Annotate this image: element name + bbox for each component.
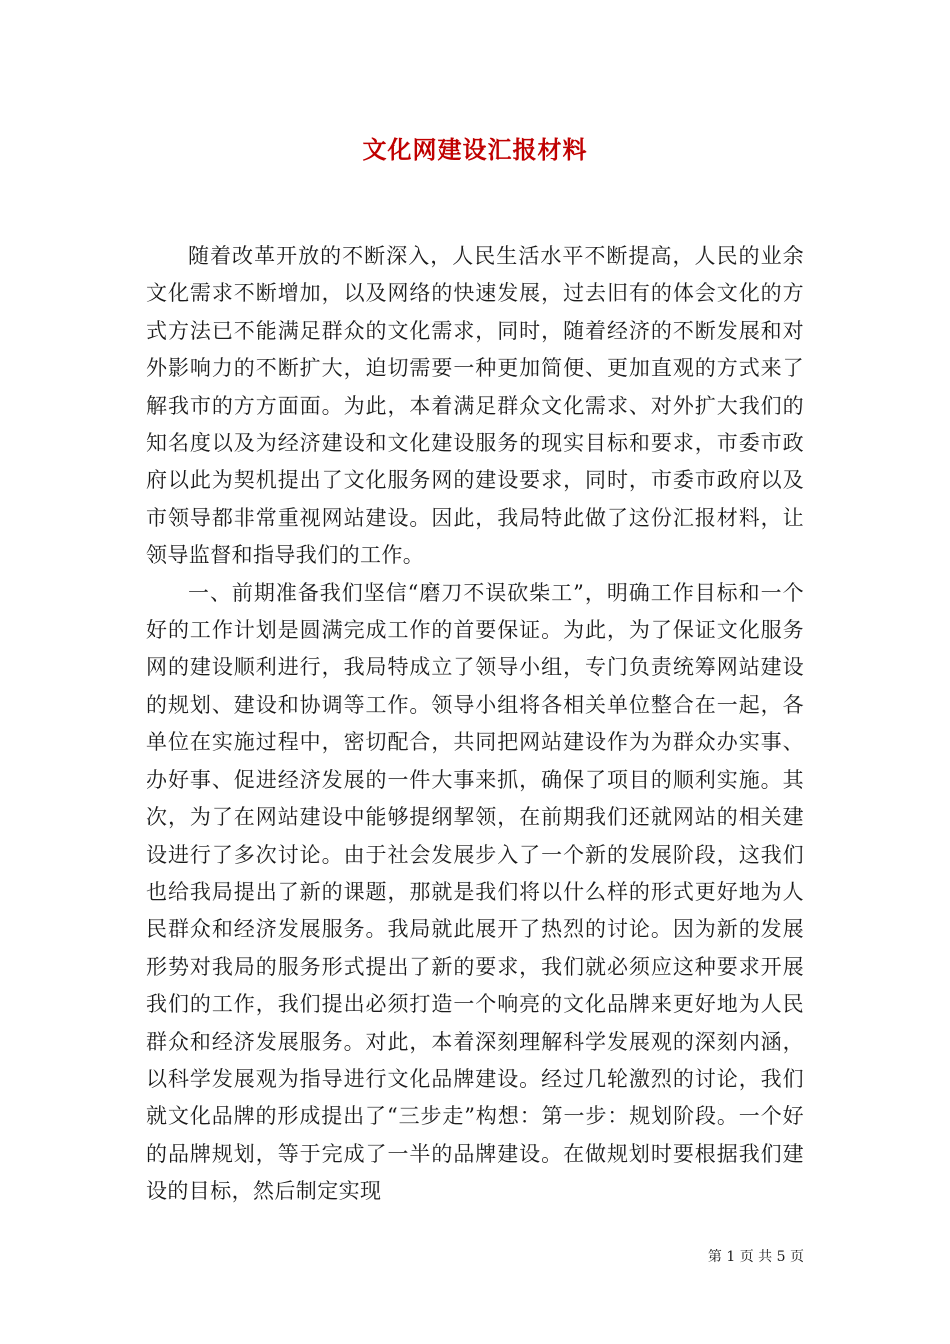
- document-body: [146, 238, 804, 1211]
- paragraph-intro: 随着改革开放的不断深入，人民生活水平不断提高，人民的业余文化需求不断增加，以及网络的快速发展，过去旧有的体会文化的方式方法已不能满足群众的文化需求，同时，随着经济的不断发展和对外影响力的不断扩大，迫切需要一种更加简便、更加直观的方式来了解我市的方方面面。为此，本着满足群众文化需求、对外扩大我们的知名度以及为经济建设和文化建设服务的现实目标和要求，市委市政府以此为契机提出了文化服务网的建设要求，同时，市委市政府以及市领导都非常重视网站建设。因此，我局特此做了这份汇报材料，让领导监督和指导我们的工作。: [146, 244, 804, 568]
- document-title: 文化网建设汇报材料: [362, 135, 588, 164]
- paragraph-preparation: 一、前期准备我们坚信“磨刀不误砍柴工”，明确工作目标和一个好的工作计划是圆满完成工作的首要保证。为此，为了保证文化服务网的建设顺利进行，我局特成立了领导小组，专门负责统筹网站建设的规划、建设和协调等工作。领导小组将各相关单位整合在一起，各单位在实施过程中，密切配合，共同把网站建设作为为群众办实事、办好事、促进经济发展的一件大事来抓，确保了项目的顺利实施。其次，为了在网站建设中能够提纲挈领，在前期我们还就网站的相关建设进行了多次讨论。由于社会发展步入了一个新的发展阶段，这我们也给我局提出了新的课题，那就是我们将以什么样的形式更好地为人民群众和经济发展服务。我局就此展开了热烈的讨论。因为新的发展形势对我局的服务形式提出了新的要求，我们就必须应这种要求开展我们的工作，我们提出必须打造一个响亮的文化品牌来更好地为人民群众和经济发展服务。对此，本着深刻理解科学发展观的深刻内涵，以科学发展观为指导进行文化品牌建设。经过几轮激烈的讨论，我们就文化品牌的形成提出了“三步走”构想：第一步：规划阶段。一个好的品牌规划，等于完成了一半的品牌建设。在做规划时要根据我们建设的目标，然后制定实现: [146, 580, 804, 1204]
- page-number-footer: 第 1 页 共 5 页: [707, 1249, 804, 1265]
